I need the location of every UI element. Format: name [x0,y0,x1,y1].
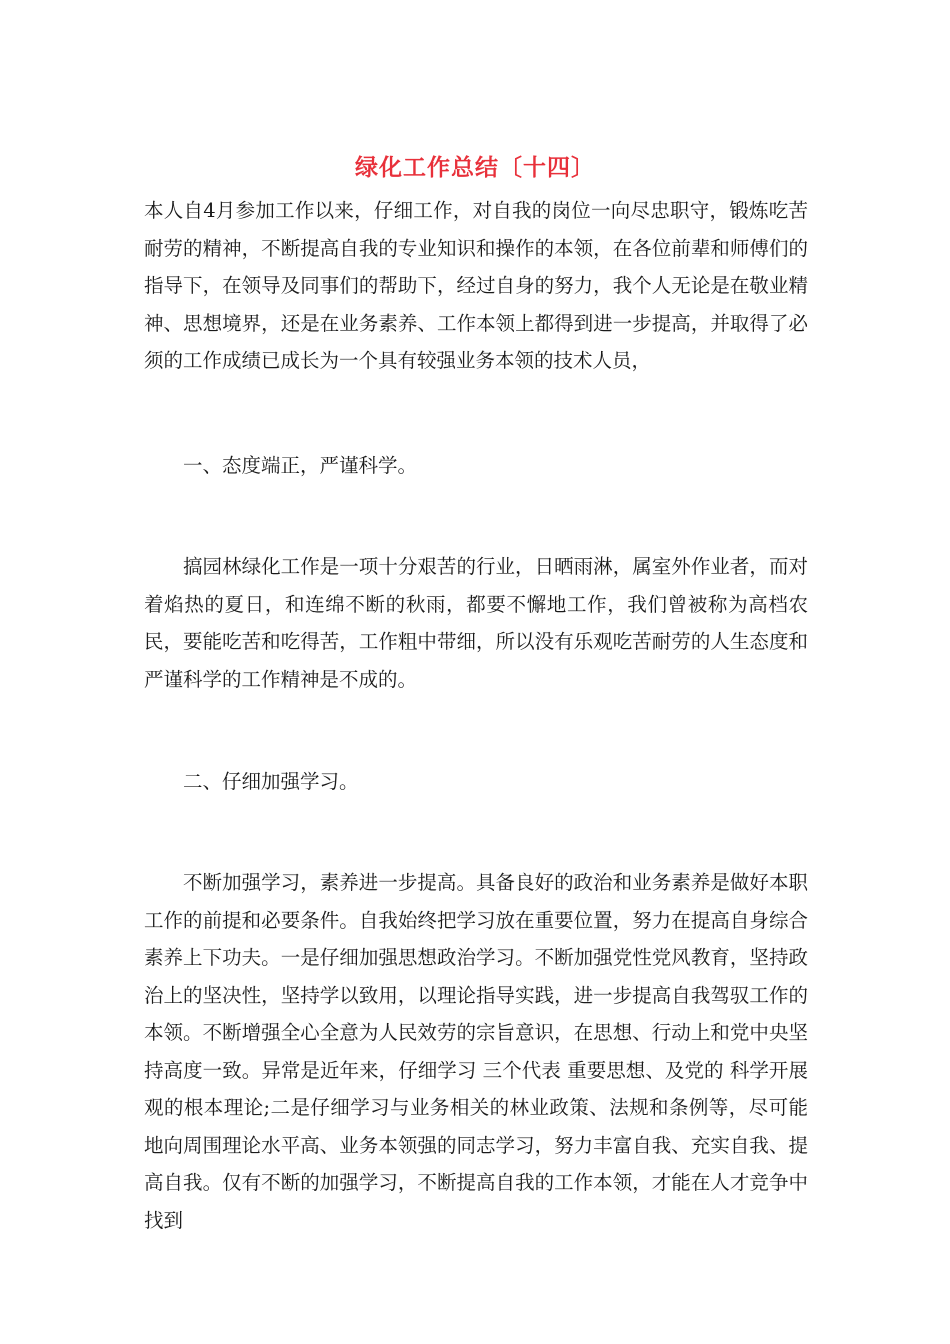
intro-paragraph: 本人自4月参加工作以来，仔细工作，对自我的岗位一向尽忠职守，锻炼吃苦耐劳的精神，不断提高自我的专业知识和操作的本领，在各位前辈和师傅们的指导下，在领导及同事们的帮助下，经过自身的努力，我个人无论是在敬业精神、思想境界，还是在业务素养、工作本领上都得到进一步提高，并取得了必须的工作成绩已成长为一个具有较强业务本领的技术人员， [144,199,808,372]
section-body-2: 不断加强学习，素养进一步提高。具备良好的政治和业务素养是做好本职工作的前提和必要条件。自我始终把学习放在重要位置，努力在提高自身综合素养上下功夫。一是仔细加强思想政治学习。不断加强党性党风教育，坚持政治上的坚决性，坚持学以致用，以理论指导实践，进一步提高自我驾驭工作的本领。不断增强全心全意为人民效劳的宗旨意识，在思想、行动上和党中央坚持高度一致。异常是近年来，仔细学习 三个代表 重要思想、及党的 科学开展观的根本理论;二是仔细学习与业务相关的林业政策、法规和条例等，尽可能地向周围理论水平高、业务本领强的同志学习，努力丰富自我、充实自我、提高自我。仅有不断的加强学习，不断提高自我的工作本领，才能在人才竞争中找到 [144,871,808,1232]
section-body-1: 搞园林绿化工作是一项十分艰苦的行业，日晒雨淋，属室外作业者，而对着焰热的夏日，和连绵不断的秋雨，都要不懈地工作，我们曾被称为高档农民，要能吃苦和吃得苦，工作粗中带细，所以没有乐观吃苦耐劳的人生态度和严谨科学的工作精神是不成的。 [144,555,808,691]
section-heading-1: 一、态度端正，严谨科学。 [183,454,418,477]
section-heading-2: 二、仔细加强学习。 [183,770,359,793]
document-title: 绿化工作总结〔十四〕 [355,154,595,181]
